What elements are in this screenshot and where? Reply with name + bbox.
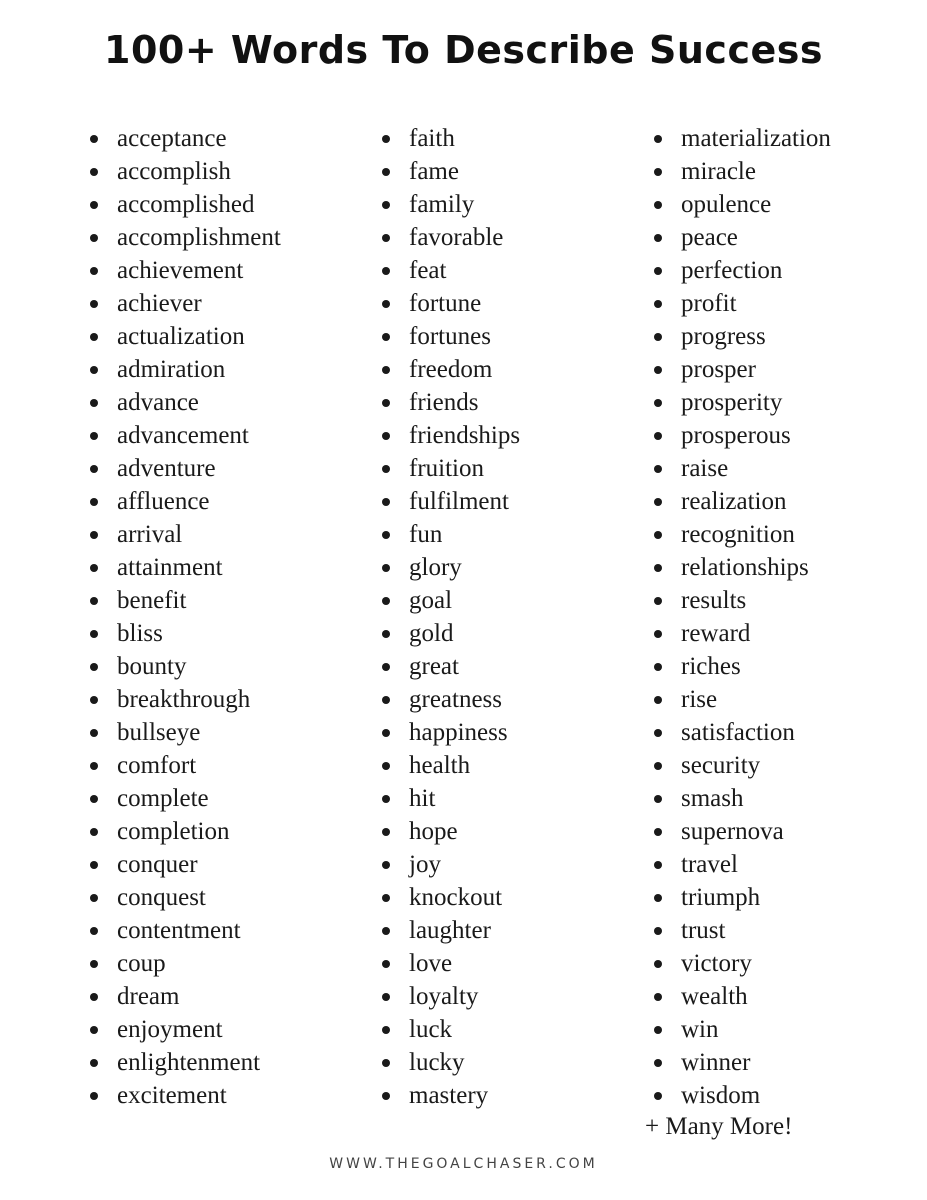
list-item: wisdom — [651, 1079, 831, 1112]
list-item: bounty — [87, 650, 281, 683]
list-item: bullseye — [87, 716, 281, 749]
list-item: benefit — [87, 584, 281, 617]
list-item: satisfaction — [651, 716, 831, 749]
list-item: raise — [651, 452, 831, 485]
list-item: results — [651, 584, 831, 617]
list-item: acceptance — [87, 122, 281, 155]
list-item: enjoyment — [87, 1013, 281, 1046]
list-item: friendships — [379, 419, 520, 452]
word-list-column-1 — [87, 122, 281, 1112]
list-item: fortune — [379, 287, 520, 320]
list-item: comfort — [87, 749, 281, 782]
list-item: arrival — [87, 518, 281, 551]
list-item: knockout — [379, 881, 520, 914]
list-item: prosperous — [651, 419, 831, 452]
list-item: complete — [87, 782, 281, 815]
list-item: actualization — [87, 320, 281, 353]
list-item: conquest — [87, 881, 281, 914]
list-item: fun — [379, 518, 520, 551]
page-title: 100+ Words To Describe Success — [104, 28, 823, 72]
list-item: accomplished — [87, 188, 281, 221]
list-item: realization — [651, 485, 831, 518]
list-item: family — [379, 188, 520, 221]
many-more-note: + Many More! — [645, 1113, 793, 1140]
list-item: attainment — [87, 551, 281, 584]
list-item: feat — [379, 254, 520, 287]
list-item: hit — [379, 782, 520, 815]
list-item: accomplish — [87, 155, 281, 188]
list-item: happiness — [379, 716, 520, 749]
list-item: advancement — [87, 419, 281, 452]
word-list-column-2 — [379, 122, 520, 1112]
list-item: reward — [651, 617, 831, 650]
list-item: trust — [651, 914, 831, 947]
list-item: health — [379, 749, 520, 782]
list-item: riches — [651, 650, 831, 683]
list-item: security — [651, 749, 831, 782]
list-item: glory — [379, 551, 520, 584]
list-item: greatness — [379, 683, 520, 716]
list-item: laughter — [379, 914, 520, 947]
list-item: materialization — [651, 122, 831, 155]
list-item: triumph — [651, 881, 831, 914]
list-item: goal — [379, 584, 520, 617]
list-item: coup — [87, 947, 281, 980]
list-item: travel — [651, 848, 831, 881]
list-item: winner — [651, 1046, 831, 1079]
list-item: accomplishment — [87, 221, 281, 254]
list-item: progress — [651, 320, 831, 353]
list-item: lucky — [379, 1046, 520, 1079]
list-item: recognition — [651, 518, 831, 551]
list-item: supernova — [651, 815, 831, 848]
footer-website: WWW.THEGOALCHASER.COM — [329, 1156, 598, 1172]
list-item: prosperity — [651, 386, 831, 419]
list-item: love — [379, 947, 520, 980]
list-item: profit — [651, 287, 831, 320]
list-item: rise — [651, 683, 831, 716]
list-item: smash — [651, 782, 831, 815]
list-item: excitement — [87, 1079, 281, 1112]
list-item: fame — [379, 155, 520, 188]
list-item: affluence — [87, 485, 281, 518]
list-item: miracle — [651, 155, 831, 188]
list-item: bliss — [87, 617, 281, 650]
list-item: contentment — [87, 914, 281, 947]
list-item: conquer — [87, 848, 281, 881]
list-item: perfection — [651, 254, 831, 287]
list-item: breakthrough — [87, 683, 281, 716]
list-item: mastery — [379, 1079, 520, 1112]
list-item: freedom — [379, 353, 520, 386]
list-item: dream — [87, 980, 281, 1013]
list-item: adventure — [87, 452, 281, 485]
list-item: hope — [379, 815, 520, 848]
list-item: completion — [87, 815, 281, 848]
list-item: wealth — [651, 980, 831, 1013]
list-item: fulfilment — [379, 485, 520, 518]
list-item: great — [379, 650, 520, 683]
list-item: joy — [379, 848, 520, 881]
list-item: fruition — [379, 452, 520, 485]
list-item: win — [651, 1013, 831, 1046]
list-item: favorable — [379, 221, 520, 254]
list-item: achiever — [87, 287, 281, 320]
list-item: prosper — [651, 353, 831, 386]
list-item: luck — [379, 1013, 520, 1046]
list-item: admiration — [87, 353, 281, 386]
list-item: relationships — [651, 551, 831, 584]
list-item: opulence — [651, 188, 831, 221]
list-item: advance — [87, 386, 281, 419]
list-item: victory — [651, 947, 831, 980]
list-item: friends — [379, 386, 520, 419]
list-item: achievement — [87, 254, 281, 287]
list-item: fortunes — [379, 320, 520, 353]
list-item: enlightenment — [87, 1046, 281, 1079]
list-item: peace — [651, 221, 831, 254]
word-list-column-3 — [651, 122, 831, 1112]
list-item: gold — [379, 617, 520, 650]
list-item: loyalty — [379, 980, 520, 1013]
list-item: faith — [379, 122, 520, 155]
